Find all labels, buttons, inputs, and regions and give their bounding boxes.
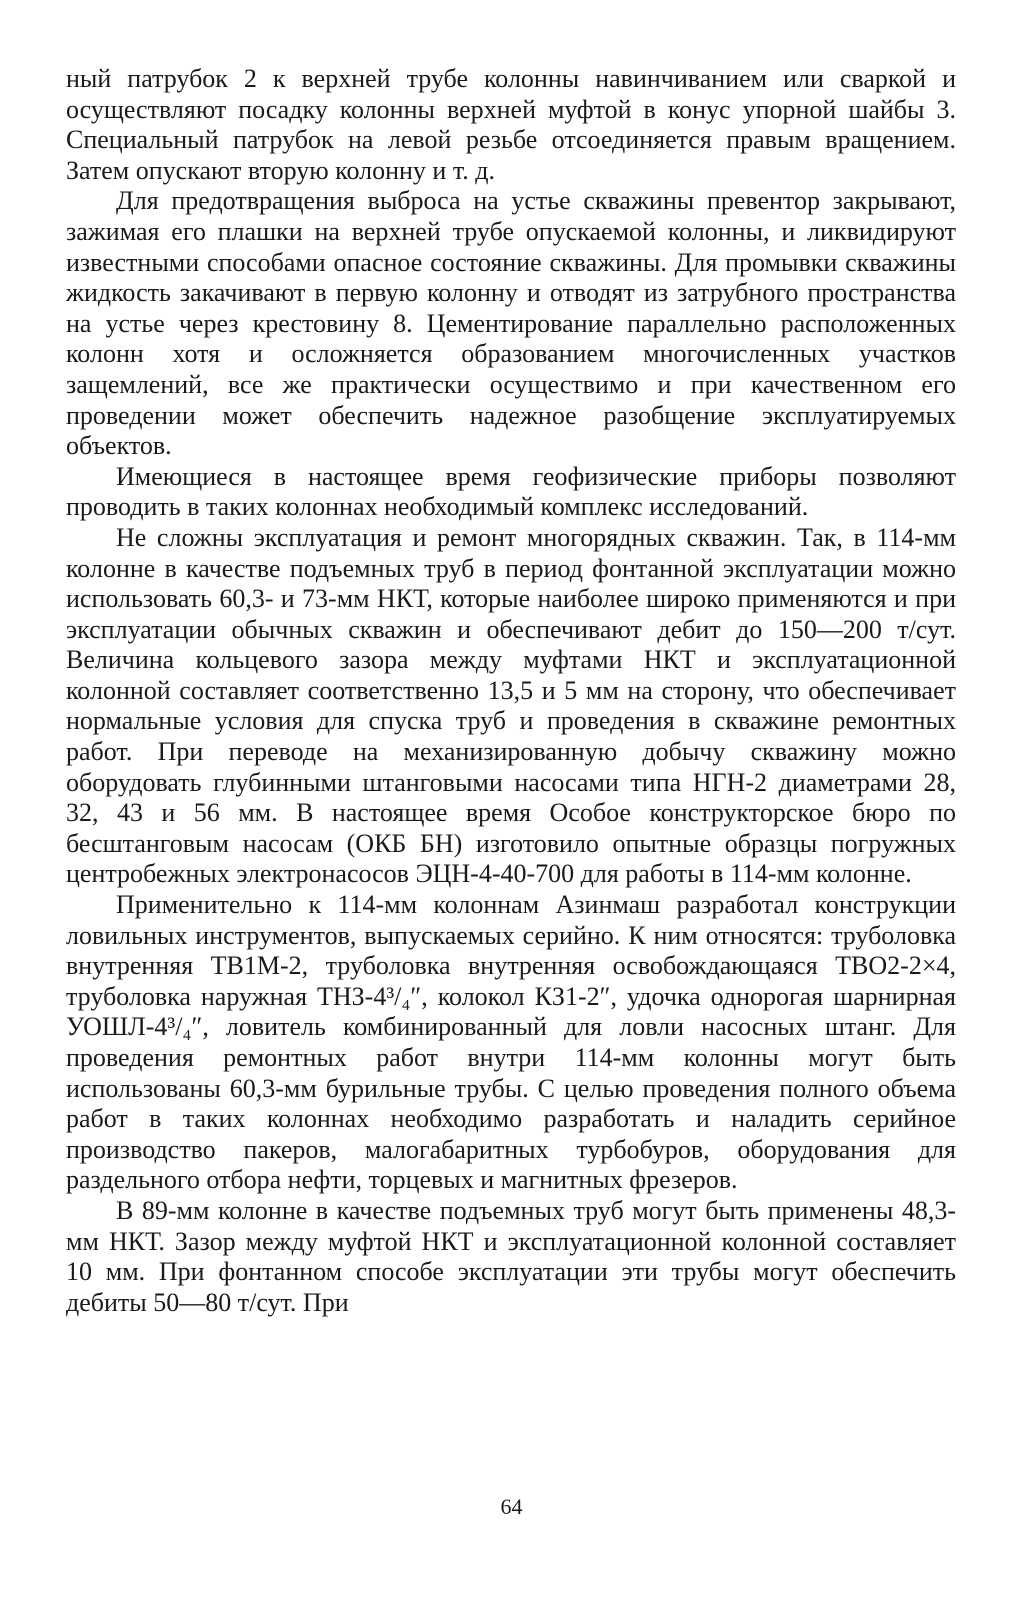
page-number: 64 — [500, 1494, 523, 1519]
paragraph-multirow-wells: Не сложны эксплуатация и ремонт многорядных скважин. Так, в 114-мм колонне в качестве подъемных труб в период фонтанной эксплуатации можно использовать 60,3- и 73-мм НКТ, которые наиболее широко применяются и при эксплуатации обычных скважин и обеспечивают дебит до 150—200 т/сут. Величина кольцевого зазора между муфтами НКТ и эксплуатационной колонной составляет соответственно 13,5 и 5 мм на сторону, что обеспечивает нормальные условия для спуска труб и проведения в скважине ремонтных работ. При переводе на механизированную добычу скважину можно оборудовать глубинными штанговыми насосами типа НГН-2 диаметрами 28, 32, 43 и 56 мм. В настоящее время Особое конструкторское бюро по бесштанговым насосам (ОКБ БН) изготовило опытные образцы погружных центробежных электронасосов ЭЦН-4-40-700 для работы в 114-мм колонне. — [66, 522, 956, 889]
paragraph-geophysical-instruments: Имеющиеся в настоящее время геофизические приборы позволяют проводить в таких колоннах необходимый комплекс исследований. — [66, 461, 956, 522]
paragraph-continuation: ный патрубок 2 к верхней трубе колонны навинчиванием или сваркой и осуществляют посадку колонны верхней муфтой в конус упорной шайбы 3. Специальный патрубок на левой резьбе отсоединяется правым вращением. Затем опускают вторую колонну и т. д. — [66, 64, 956, 185]
page-body — [66, 64, 956, 1318]
paragraph-fishing-tools: Применительно к 114-мм колоннам Азинмаш разработал конструкции ловильных инструментов, выпускаемых серийно. К ним относятся: труболовка внутренняя ТВ1М-2, труболовка внутренняя освобождающаяся ТВО2-2×4, труболовка наружная ТНЗ-4³/₄″, колокол КЗ1-2″, удочка однорогая шарнирная УОШЛ-4³/₄″, ловитель комбинированный для ловли насосных штанг. Для проведения ремонтных работ внутри 114-мм колонны могут быть использованы 60,3-мм бурильные трубы. С целью проведения полного объема работ в таких колоннах необходимо разработать и наладить серийное производство пакеров, малогабаритных турбобуров, оборудования для раздельного отбора нефти, торцевых и магнитных фрезеров. — [66, 890, 956, 1195]
paragraph-89mm-column: В 89-мм колонне в качестве подъемных труб могут быть применены 48,3-мм НКТ. Зазор между муфтой НКТ и эксплуатационной колонной составляет 10 мм. При фонтанном способе эксплуатации эти трубы могут обеспечить дебиты 50—80 т/сут. При — [66, 1195, 956, 1317]
paragraph-blowout-prevention: Для предотвращения выброса на устье скважины превентор закрывают, зажимая его плашки на верхней трубе опускаемой колонны, и ликвидируют известными способами опасное состояние скважины. Для промывки скважины жидкость закачивают в первую колонну и отводят из затрубного пространства на устье через крестовину 8. Цементирование параллельно расположенных колонн хотя и осложняется образованием многочисленных участков защемлений, все же практически осуществимо и при качественном его проведении может обеспечить надежное разобщение эксплуатируемых объектов. — [66, 186, 956, 461]
